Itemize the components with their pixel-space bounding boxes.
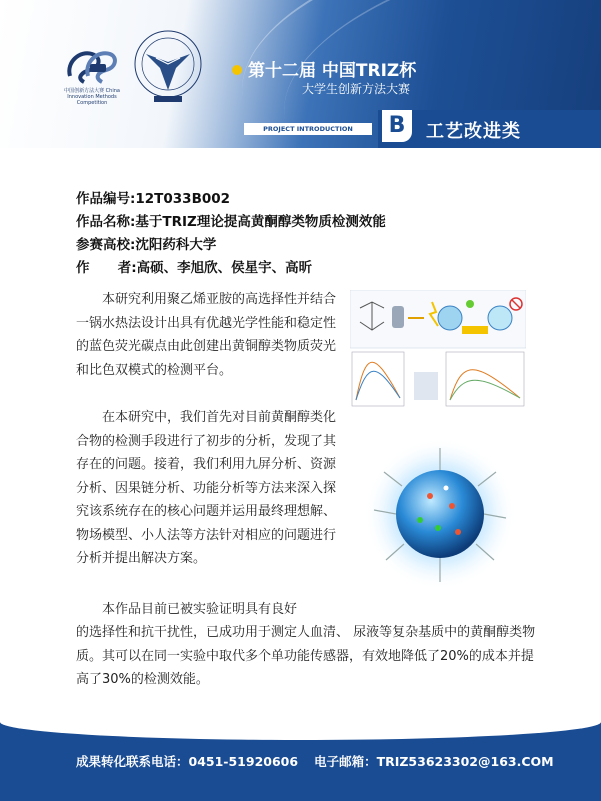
project-id: 作品编号:12T033B002 [76,191,231,207]
project-authors: 作 者:高硕、李旭欣、侯星宇、高昕 [76,260,313,276]
paragraph-method: 在本研究中，我们首先对目前黄酮醇类化合物的检测手段进行了初步的分析，发现了其存在的问题。接着，我们利用九屏分析、资源分析、因果链分析、功能分析等方法来深入探究该系统存在的核心问题并运用最终理想解、物场模型、小人法等方法针对相应的问题进行分析并提出解决方案。 [76,410,337,566]
carbon-dot-illustration [360,436,520,592]
paragraph-result-first-line: 本作品目前已被实验证明具有良好 [102,602,298,617]
footer-wave [0,722,601,740]
category-letter: B [382,110,412,142]
detection-scheme-figure [350,290,526,408]
bullet-dot-icon [232,65,242,75]
cimc-logo-text: 中国创新方法大赛 China Innovation Methods Competition [64,88,120,106]
contest-title: 第十二届 中国TRIZ杯 [232,56,416,81]
contact-phone: 成果转化联系电话：0451-51920606 [76,754,299,769]
footer-contact [76,752,554,770]
paragraph-intro: 本研究利用聚乙烯亚胺的高选择性并结合一锅水热法设计出具有优越光学性能和稳定性的蓝色荧光碳点由此创建出黄铜醇类物质荧光和比色双模式的检测平台。 [76,292,337,378]
category-name: 工艺改进类 [426,121,521,142]
project-name: 作品名称:基于TRIZ理论提高黄酮醇类物质检测效能 [76,214,386,230]
paragraph-result: 的选择性和抗干扰性，已成功用于测定人血清、 尿液等复杂基质中的黄酮醇类物质。其可以在同一实验中取代多个单功能传感器，有效地降低了20%的成本并提高了30%的检测效能。 [76,625,536,687]
contact-email: 电子邮箱：TRIZ53623302@163.COM [314,754,554,769]
section-label: PROJECT INTRODUCTION [244,123,372,135]
contest-subtitle: 大学生创新方法大赛 [302,82,411,96]
cimc-logo-icon [62,46,118,86]
competition-emblem-icon [132,28,204,104]
project-info [76,188,386,280]
project-school: 参赛高校:沈阳药科大学 [76,237,217,253]
